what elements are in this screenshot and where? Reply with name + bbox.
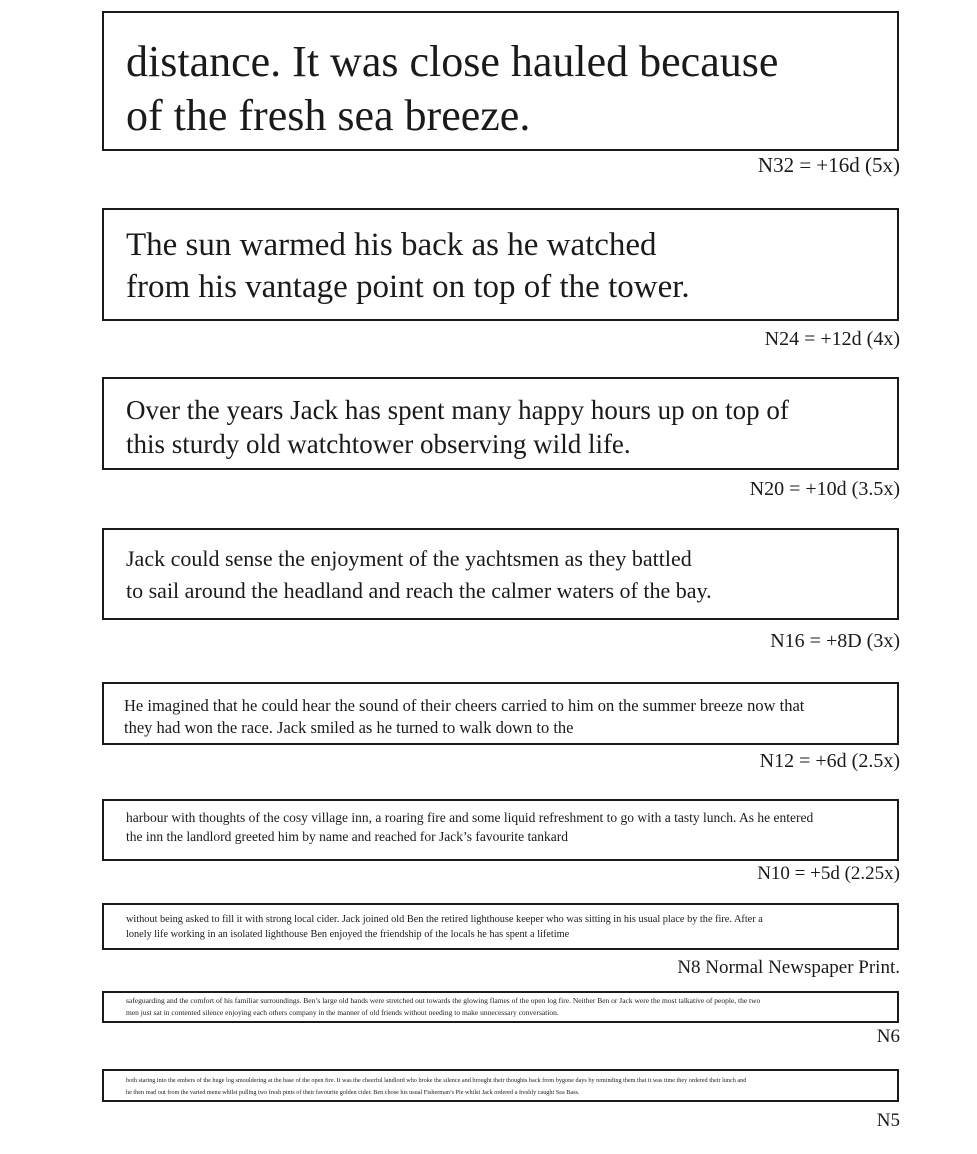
reading-text-n12: He imagined that he could hear the sound of their cheers carried to him on the summer breeze now that they had won the race. Jack smiled as he turned to walk down to the bbox=[124, 696, 805, 737]
size-label-n12: N12 = +6d (2.5x) bbox=[759, 750, 900, 772]
reading-block-n16 bbox=[102, 528, 899, 620]
reading-text-n20: Over the years Jack has spent many happy hours up on top of this sturdy old watchtower observing wild life. bbox=[126, 395, 789, 459]
reading-text-n10: harbour with thoughts of the cosy village inn, a roaring fire and some liquid refreshment to go with a tasty lunch. As he entered the inn the landlord greeted him by name and reached for Jack’s favourite tankard bbox=[126, 810, 814, 844]
reading-block-n20 bbox=[102, 377, 899, 470]
reading-block-n24 bbox=[102, 208, 899, 321]
reading-text-n5: both staring into the embers of the huge log smouldering at the base of the open fire. It was the cheerful landlord who broke the silence and brought their thoughts back from bygone days by reminding them that it was time they ordered their lunch and he then read out from the varied menu whilst pulling two fresh pints of their favourite golden cider. Ben chose his usual Fisherman’s Pie whilst Jack ordered a freshly caught Sea Bass. bbox=[126, 1077, 747, 1096]
reading-text-n8: without being asked to fill it with strong local cider. Jack joined old Ben the retired lighthouse keeper who was sitting in his usual place by the fire. After a lonely life working in an isolated lighthouse Ben enjoyed the friendship of the locals he has spent a lifetime bbox=[126, 914, 763, 940]
reading-block-n6 bbox=[102, 991, 899, 1023]
size-label-n6: N6 bbox=[876, 1026, 900, 1047]
reading-text-n6: safeguarding and the comfort of his familiar surroundings. Ben’s large old hands were stretched out towards the glowing flames of the open log fire. Neither Ben or Jack were the most talkative of people, the two men just sat in contented silence enjoying each others company in the manner of old friends without needing to make unnecessary conversation. bbox=[126, 996, 761, 1017]
reading-block-n10 bbox=[102, 799, 899, 861]
reading-text-n32: distance. It was close hauled because of the fresh sea breeze. bbox=[126, 37, 779, 140]
size-label-n24: N24 = +12d (4x) bbox=[764, 328, 900, 350]
reading-block-n12 bbox=[102, 682, 899, 745]
size-label-n16: N16 = +8D (3x) bbox=[770, 630, 900, 652]
size-label-n10: N10 = +5d (2.25x) bbox=[757, 863, 900, 884]
reading-text-n16: Jack could sense the enjoyment of the yachtsmen as they battled to sail around the headland and reach the calmer waters of the bay. bbox=[126, 546, 712, 603]
reading-block-n5 bbox=[102, 1069, 899, 1102]
reading-text-n24: The sun warmed his back as he watched from his vantage point on top of the tower. bbox=[126, 227, 690, 305]
size-label-n32: N32 = +16d (5x) bbox=[757, 153, 900, 177]
size-label-n8: N8 Normal Newspaper Print. bbox=[677, 957, 900, 978]
size-label-n20: N20 = +10d (3.5x) bbox=[749, 478, 900, 500]
reading-block-n32 bbox=[102, 11, 899, 151]
reading-block-n8 bbox=[102, 903, 899, 950]
size-label-n5: N5 bbox=[876, 1110, 900, 1131]
